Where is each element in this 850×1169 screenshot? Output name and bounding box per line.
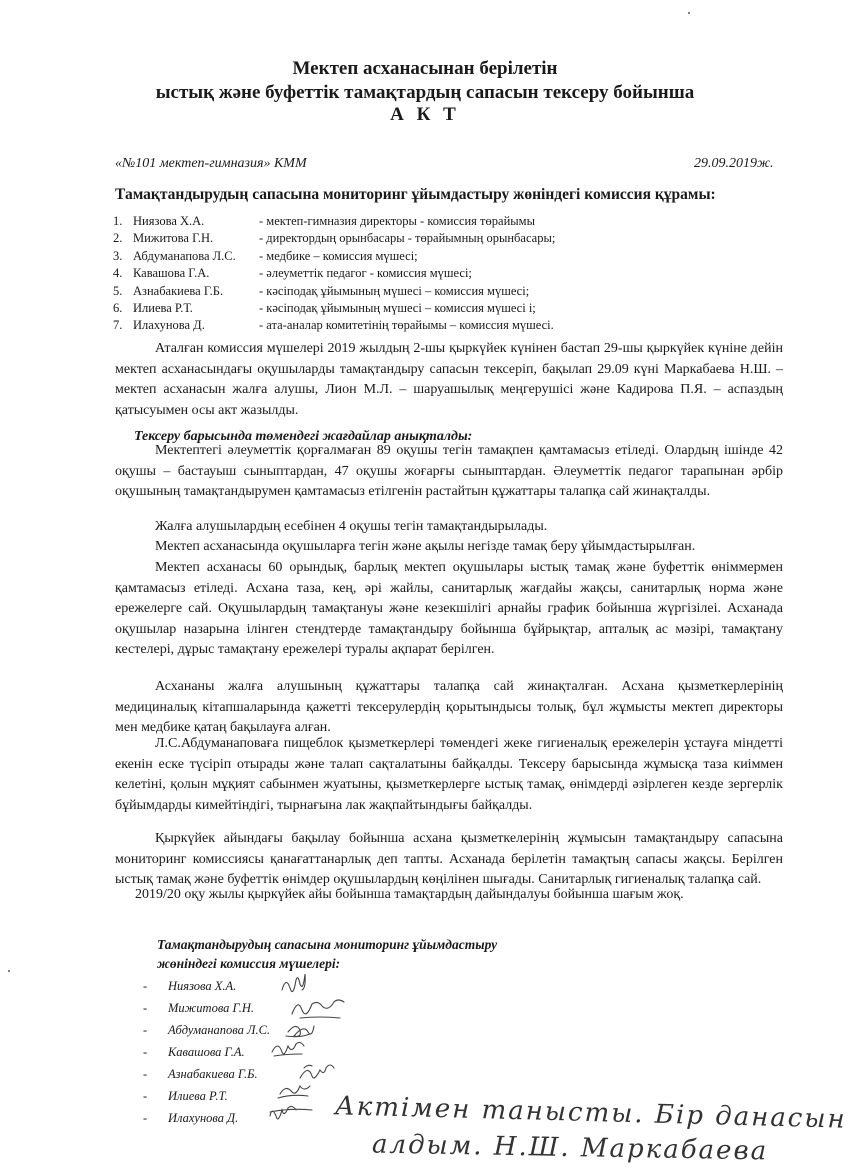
finding-paragraph-2: Жалға алушылардың есебінен 4 оқушы тегін тамақтандырылады. (155, 519, 548, 534)
finding-paragraph-3: Мектеп асханасында оқушыларға тегін және ақылы негізде тамақ беру ұйымдастырылған. (155, 539, 696, 554)
signature-scribble-6 (278, 1086, 310, 1098)
organization-name: «№101 мектеп-гимназия» КММ (115, 156, 307, 171)
list-dash: - (143, 1023, 148, 1037)
signer-name: Азнабакиева Г.Б. (168, 1067, 258, 1081)
signature-scribble-1 (282, 974, 305, 992)
member-number: 6. (113, 300, 123, 315)
signer-name: Ниязова Х.А. (168, 979, 237, 993)
signer-name: Абдуманапова Л.С. (168, 1023, 271, 1037)
signatures-heading-line-2: жөніндегі комиссия мүшелері: (157, 956, 341, 971)
handwritten-note-line-2: алдым. Н.Ш. Маркабаева (371, 1129, 769, 1167)
member-role: - кәсіподақ ұйымының мүшесі – комиссия мүшесі; (259, 283, 530, 298)
signer-name: Мижитова Г.Н. (168, 1001, 254, 1015)
member-name: Азнабакиева Г.Б. (133, 283, 224, 298)
list-item (113, 213, 763, 230)
member-number: 2. (113, 231, 123, 246)
member-role: - әлеуметтік педагог - комиссия мүшесі; (259, 266, 472, 281)
member-number: 3. (113, 248, 123, 263)
title-line-2: ыстық және буфеттік тамақтардың сапасын тексеру бойынша (155, 82, 695, 103)
member-name: Илиева Р.Т. (133, 300, 193, 315)
member-role: - ата-аналар комитетінің төрайымы – комиссия мүшесі. (259, 318, 554, 333)
member-number: 7. (113, 318, 123, 333)
member-role: - кәсіподақ ұйымының мүшесі – комиссия мүшесі і; (259, 300, 536, 315)
title-line-3: А К Т (390, 104, 460, 125)
signature-scribble-7 (270, 1106, 312, 1119)
finding-paragraph-8: 2019/20 оқу жылы қыркүйек айы бойынша тамақтардың дайындалуы бойынша шағым жоқ. (135, 887, 684, 902)
member-number: 4. (113, 266, 123, 281)
signature-scribble-3 (286, 1026, 314, 1037)
title-line-1: Мектеп асханасынан берілетін (292, 58, 558, 79)
finding-paragraph-4: Мектеп асханасы 60 орындық, барлық мектеп оқушылары ыстық тамақ және буфеттік өніммермен қамтамасыз етіледі. Асхана таза, кең, әрі жайлы, санитарлық жағдайы жақсы, санитарлық норма және ережелерге сай. Оқушылардың тамақтануы және кезекшілігі арнайы график бойынша жүргізілеі. Асханада оқушылар назарына ілінген стендтерде тамақтандыру бойынша бұйрықтар, апталық ас мәзірі, тамақтану кестелері, дұрыс тамақтану ережелері туралы ақпарат берілген. (115, 560, 783, 657)
finding-paragraph-7: Қыркүйек айындағы бақылау бойынша асхана қызметкелерінің жұмысын тамақтандыру сапасына мониторинг комиссиясы қанағаттанарлық деп тапты. Асханада берілетін тамақтың сапасы жақсы. Берілген ыстық тамақ және буфеттік өнімдер оқушылардың көңілінен шығады. Санитарлық гигиеналық талапқа сай. (115, 831, 783, 887)
list-dash: - (143, 979, 148, 993)
signature-scribble-5 (300, 1065, 334, 1078)
intro-paragraph: Аталған комиссия мүшелері 2019 жылдың 2-шы қыркүйек күнінен бастап 29-шы қыркүйек күніне дейін мектеп асханасындағы оқушыларды тамақтандыру сапасын тексеріп, бақылап 29.09 күні Маркабаева Н.Ш. – мектеп асханасын жалға алушы, Лион М.Л. – шаруашылық меңгерушісі және Кадирова П.Я. – аспаздың қатысуымен осы акт жазылды. (115, 341, 783, 418)
findings-heading: Тексеру барысында төмендегі жағдайлар анықталды: (134, 429, 473, 444)
signatures-heading-line-1: Тамақтандырудың сапасына мониторинг ұйымдастыру (157, 937, 498, 952)
signer-name: Кавашова Г.А. (168, 1045, 245, 1059)
member-role: - медбике – комиссия мүшесі; (259, 248, 418, 263)
member-number: 5. (113, 283, 123, 298)
member-name: Ниязова Х.А. (133, 214, 205, 228)
finding-paragraph-5: Асхананы жалға алушының құжаттары талапқа сай жинақталған. Асхана қызметкерлерінің медициналық кітапшаларында қажетті тексерулердің қорытындысы толық, бұл жұмысты мектеп директоры мен медбике қатаң бақылауға алған. (115, 679, 783, 735)
list-item (113, 265, 763, 282)
list-item (113, 248, 763, 265)
member-name: Кавашова Г.А. (133, 266, 210, 281)
list-dash: - (143, 1067, 148, 1081)
list-dash: - (143, 1111, 148, 1125)
member-name: Абдуманапова Л.С. (133, 248, 236, 263)
signatures-heading (157, 935, 497, 973)
signer-name: Илиева Р.Т. (168, 1089, 228, 1103)
list-dash: - (143, 1089, 148, 1103)
commission-members-list (113, 213, 763, 335)
finding-paragraph-1: Мектептегі әлеуметтік қорғалмаған 89 оқушы тегін тамақпен қамтамасыз етіледі. Олардың ішінде 42 оқушы – бастауыш сыныптардан, 47 оқушы жоғарғы сыныптардан. Әлеуметтік педагог тарапынан әрбір оқушының тамақтандырумен қамтамасыз етілгенін растайтын құжаттары талапқа сай жинақталды. (115, 443, 783, 499)
signature-scribble-2 (292, 1000, 344, 1018)
member-role: - директордың орынбасары - төрайымның орынбасары; (259, 231, 556, 246)
signature-scribble-4 (272, 1042, 304, 1056)
member-role: - мектеп-гимназия директоры - комиссия төрайымы (259, 214, 535, 228)
finding-paragraph-6: Л.С.Абдуманаповаға пищеблок қызметкерлері төмендегі жеке гигиеналық ережелерін ұстауға міндетті екенін еске түсіріп отырады және талап сақталатыны байқалды. Тексеру барысында жұмысқа таза киіммен келетіні, қолын мұқият сабынмен жуатыны, қызметкерлерге ыстық тамақ, өнімдерді әзірлеген кезде зергерлік бұйымдарды кимейтіндігі, тырнағына лак жақпайтындығы байқалды. (115, 736, 783, 813)
scan-speck (688, 12, 690, 14)
handwritten-note-line-1: Актімен танысты. Бір данасын (334, 1091, 848, 1135)
list-item (113, 300, 763, 317)
list-dash: - (143, 1045, 148, 1059)
document-date: 29.09.2019ж. (694, 156, 774, 171)
scan-speck (8, 970, 10, 972)
list-item (113, 317, 763, 334)
list-item (113, 230, 763, 247)
member-name: Илахунова Д. (133, 318, 205, 333)
member-name: Мижитова Г.Н. (133, 231, 214, 246)
commission-heading: Тамақтандырудың сапасына мониторинг ұйымдастыру жөніндегі комиссия құрамы: (115, 186, 716, 203)
list-item (113, 283, 763, 300)
signer-name: Илахунова Д. (168, 1111, 239, 1125)
member-number: 1. (113, 214, 123, 228)
list-dash: - (143, 1001, 148, 1015)
